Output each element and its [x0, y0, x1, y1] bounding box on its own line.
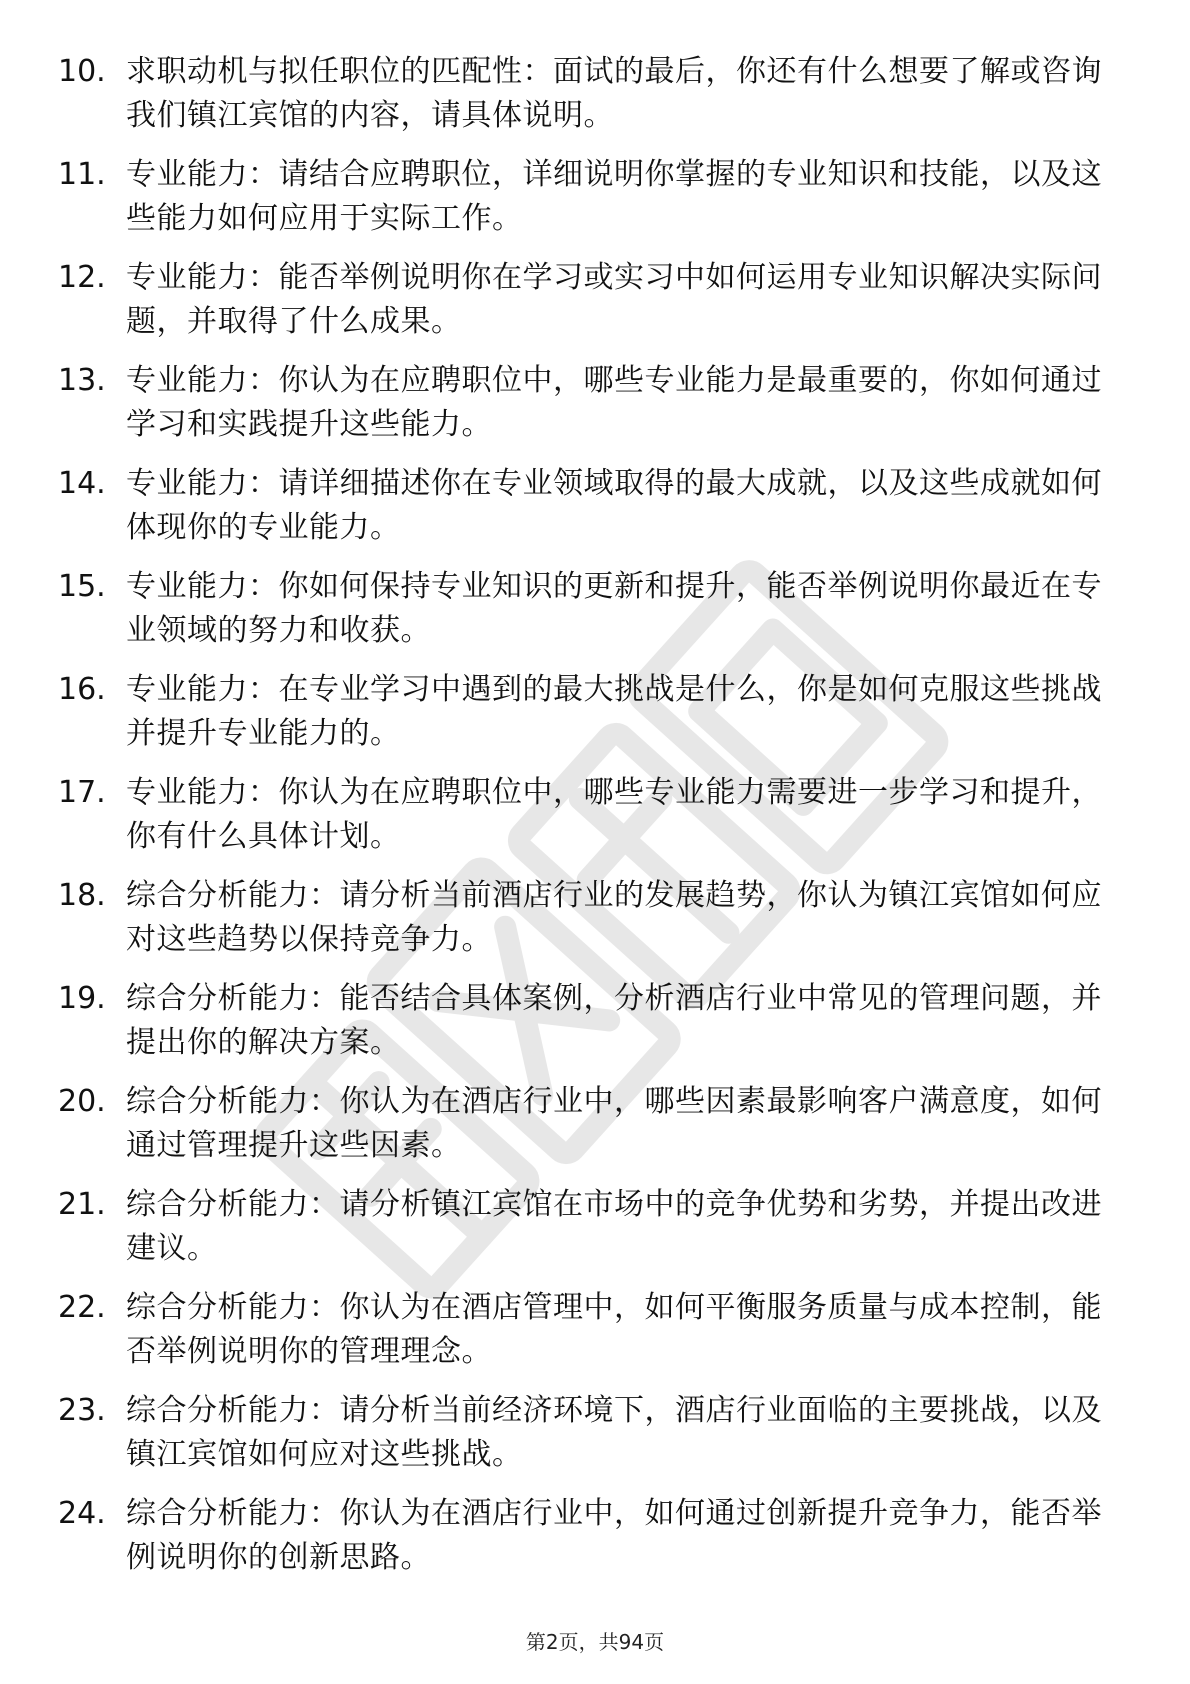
list-item	[58, 565, 1118, 653]
question-text: 专业能力：在专业学习中遇到的最大挑战是什么，你是如何克服这些挑战并提升专业能力的。	[126, 672, 1102, 751]
question-number: 14.	[58, 466, 106, 501]
list-item	[58, 1286, 1118, 1374]
list-item	[58, 153, 1118, 241]
question-text: 综合分析能力：你认为在酒店行业中，哪些因素最影响客户满意度，如何通过管理提升这些因素。	[126, 1084, 1102, 1163]
question-number: 10.	[58, 54, 106, 89]
question-text: 专业能力：你认为在应聘职位中，哪些专业能力需要进一步学习和提升，你有什么具体计划。	[126, 775, 1102, 854]
question-number: 15.	[58, 569, 106, 604]
question-text: 综合分析能力：请分析当前酒店行业的发展趋势，你认为镇江宾馆如何应对这些趋势以保持竞争力。	[126, 878, 1102, 957]
question-text: 综合分析能力：请分析镇江宾馆在市场中的竞争优势和劣势，并提出改进建议。	[126, 1187, 1102, 1266]
question-text: 专业能力：请结合应聘职位，详细说明你掌握的专业知识和技能，以及这些能力如何应用于实际工作。	[126, 157, 1102, 236]
question-number: 18.	[58, 878, 106, 913]
question-text: 综合分析能力：能否结合具体案例，分析酒店行业中常见的管理问题，并提出你的解决方案。	[126, 981, 1102, 1060]
list-item	[58, 50, 1118, 138]
list-item	[58, 1080, 1118, 1168]
list-item	[58, 668, 1118, 756]
question-number: 21.	[58, 1187, 106, 1222]
question-number: 17.	[58, 775, 106, 810]
question-number: 19.	[58, 981, 106, 1016]
question-text: 专业能力：你认为在应聘职位中，哪些专业能力是最重要的，你如何通过学习和实践提升这些能力。	[126, 363, 1102, 442]
question-text: 综合分析能力：你认为在酒店管理中，如何平衡服务质量与成本控制，能否举例说明你的管理理念。	[126, 1290, 1102, 1369]
list-item	[58, 874, 1118, 962]
question-text: 专业能力：请详细描述你在专业领域取得的最大成就，以及这些成就如何体现你的专业能力。	[126, 466, 1102, 545]
list-item	[58, 1492, 1118, 1580]
question-text: 综合分析能力：请分析当前经济环境下，酒店行业面临的主要挑战，以及镇江宾馆如何应对这些挑战。	[126, 1393, 1102, 1472]
question-number: 22.	[58, 1290, 106, 1325]
page-number-footer: 第2页，共94页	[525, 1630, 665, 1654]
question-list	[58, 50, 1118, 1595]
list-item	[58, 256, 1118, 344]
question-number: 16.	[58, 672, 106, 707]
question-text: 综合分析能力：你认为在酒店行业中，如何通过创新提升竞争力，能否举例说明你的创新思路。	[126, 1496, 1102, 1575]
question-number: 23.	[58, 1393, 106, 1428]
list-item	[58, 771, 1118, 859]
question-number: 13.	[58, 363, 106, 398]
question-text: 专业能力：你如何保持专业知识的更新和提升，能否举例说明你最近在专业领域的努力和收获。	[126, 569, 1102, 648]
question-text: 求职动机与拟任职位的匹配性：面试的最后，你还有什么想要了解或咨询我们镇江宾馆的内容，请具体说明。	[126, 54, 1102, 133]
list-item	[58, 359, 1118, 447]
list-item	[58, 1389, 1118, 1477]
question-number: 24.	[58, 1496, 106, 1531]
question-number: 20.	[58, 1084, 106, 1119]
question-number: 12.	[58, 260, 106, 295]
question-text: 专业能力：能否举例说明你在学习或实习中如何运用专业知识解决实际问题，并取得了什么成果。	[126, 260, 1102, 339]
list-item	[58, 977, 1118, 1065]
list-item	[58, 1183, 1118, 1271]
list-item	[58, 462, 1118, 550]
question-number: 11.	[58, 157, 106, 192]
